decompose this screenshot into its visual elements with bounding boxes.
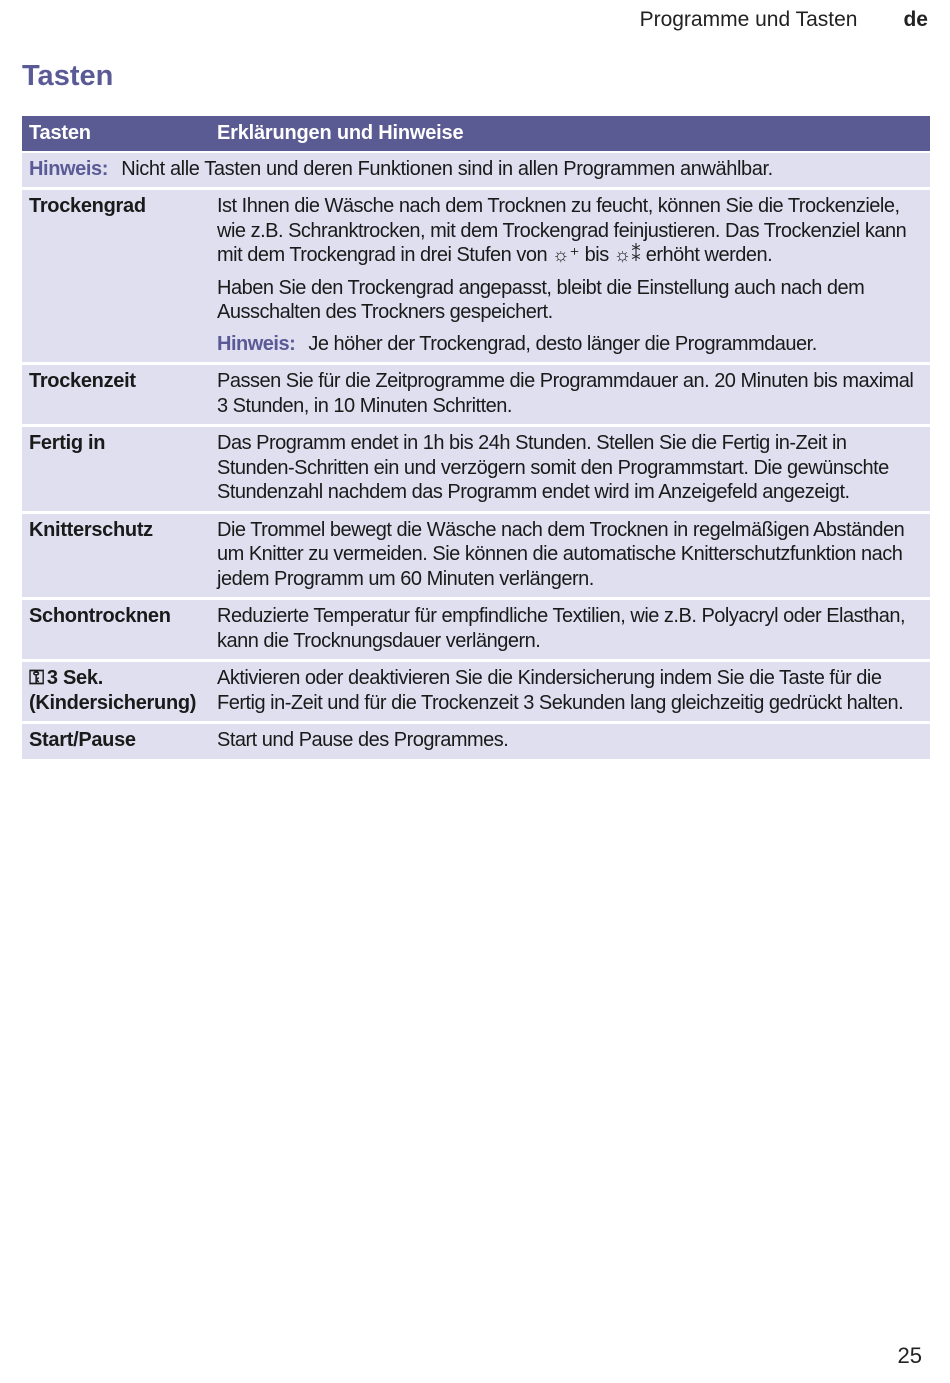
table-row [22,362,930,424]
row-term-child-lock [22,662,217,721]
hint-text: Je höher der Trockengrad, desto länger die Programmdauer. [308,332,817,355]
general-hint-row [22,151,930,187]
row-hint [217,332,924,357]
row-description: Das Programm endet in 1h bis 24h Stunden. Stellen Sie die Fertig in-Zeit in Stunden-Schritten ein und verzögern somit den Programmstart. Die gewünschte Stundenzahl nachdem das Programm endet wird im Anzeigefeld angezeigt. [217,432,889,503]
table-row [22,597,930,659]
row-description: Passen Sie für die Zeitprogramme die Programmdauer an. 20 Minuten bis maximal 3 Stunden, in 10 Minuten Schritten. [217,370,914,417]
description-paragraph [217,194,924,269]
paragraph-text: Ist Ihnen die Wäsche nach dem Trocknen zu feucht, können Sie die Trockenziele, wie z.B. Schranktrocken, mit dem Trockengrad feinjustieren. Das Trockenziel kann mit dem Trockengrad in drei Stufen von [217,195,907,266]
row-term-line: (Kindersicherung) [29,691,197,714]
running-head [640,8,928,32]
row-description [217,190,930,362]
dry-level-high-icon: ☼⁑ [613,245,641,266]
row-description: Die Trommel bewegt die Wäsche nach dem Trocknen in regelmäßigen Abständen um Knitter zu vermeiden. Sie können die automatische Knitterschutzfunktion nach jedem Programm um 60 Minuten verlängern. [217,518,905,590]
hint-label: Hinweis: [29,158,109,180]
table-header [22,116,930,151]
hint-text: Nicht alle Tasten und deren Funktionen sind in allen Programmen anwählbar. [121,158,773,180]
row-description: Start und Pause des Programmes. [217,729,509,751]
row-term: Fertig in [29,432,106,454]
description-paragraph: Haben Sie den Trockengrad angepasst, bleibt die Einstellung auch nach dem Ausschalten des Trockners gespeichert. [217,276,865,323]
hint-label: Hinweis: [217,332,296,355]
row-term: Trockenzeit [29,370,136,392]
dry-level-low-icon: ☼⁺ [552,245,580,266]
running-title: Programme und Tasten [639,8,858,31]
row-term: Knitterschutz [29,518,153,541]
page-number: 25 [897,1343,922,1368]
row-term: Schontrocknen [29,605,171,627]
column-header-buttons: Tasten [29,122,91,144]
row-term-line: 3 Sek. [46,667,103,689]
row-term: Trockengrad [29,195,146,217]
section-title: Tasten [22,60,114,92]
key-icon: ⚿ [29,667,44,689]
paragraph-text: bis [584,244,609,266]
table-row [22,659,930,721]
row-description: Aktivieren oder deaktivieren Sie die Kindersicherung indem Sie die Taste für die Fertig in-Zeit und für die Trockenzeit 3 Sekunden lang gleichzeitig gedrückt halten. [217,667,904,714]
paragraph-text: erhöht werden. [645,244,773,266]
row-description: Reduzierte Temperatur für empfindliche Textilien, wie z.B. Polyacryl oder Elasthan, kann die Trocknungsdauer verlängern. [217,605,906,652]
table-row [22,424,930,511]
table-row [22,511,930,598]
table-row [22,187,930,362]
row-term: Start/Pause [29,729,136,751]
column-header-explanations: Erklärungen und Hinweise [217,122,464,144]
language-code: de [903,8,928,31]
table-row [22,721,930,759]
buttons-table [22,116,930,759]
